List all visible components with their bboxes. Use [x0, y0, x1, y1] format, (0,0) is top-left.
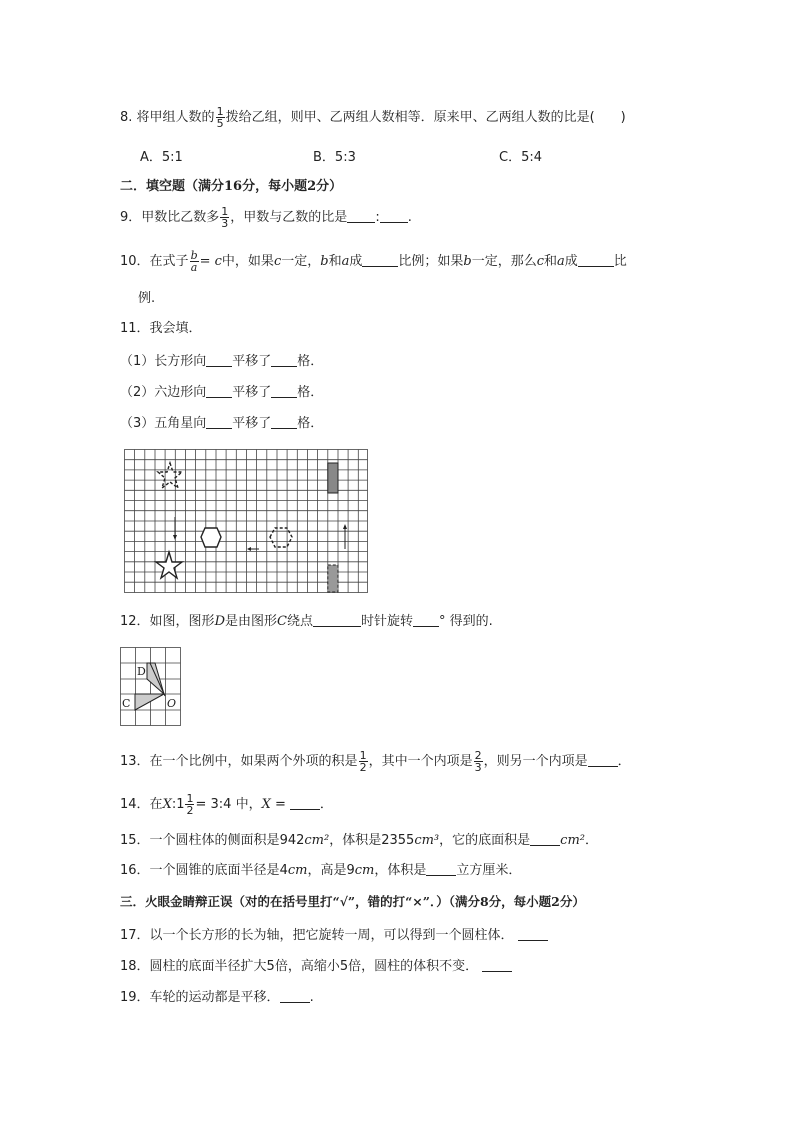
variable-x: X	[261, 797, 271, 812]
value: 2355	[381, 833, 415, 848]
question-text: 一个圆柱体的侧面积是	[149, 833, 280, 848]
question-text: 成	[349, 254, 363, 269]
question-11-item-2	[120, 384, 323, 402]
question-text: 车轮的运动都是平移．	[149, 990, 280, 1005]
question-number: 12．	[120, 614, 150, 629]
answer-blank[interactable]	[588, 753, 618, 767]
period: ．	[585, 833, 599, 848]
question-text: 是由图形	[225, 614, 278, 629]
question-number: 9．	[120, 210, 142, 225]
question-number: 16．	[120, 863, 150, 878]
hexagon-shape	[201, 528, 221, 547]
question-text: ，体积是	[329, 833, 382, 848]
unit: cm	[287, 863, 308, 878]
arrow-head	[173, 535, 177, 540]
answer-blank[interactable]	[578, 253, 614, 267]
question-13	[120, 750, 631, 773]
question-text: 和	[328, 254, 342, 269]
question-number: 10．	[120, 254, 150, 269]
label-c: C	[122, 697, 131, 710]
rotation-figure	[120, 647, 182, 727]
item-text: 平移了	[232, 354, 272, 369]
variable-c: c	[273, 254, 282, 269]
label-o: O	[167, 697, 177, 710]
question-8	[120, 106, 626, 129]
question-11-item-3	[120, 415, 323, 433]
fraction: $\frac{1}{2}$	[359, 749, 367, 774]
ratio-text: :1	[171, 797, 185, 812]
variable-b: b	[320, 254, 329, 269]
question-text: 如图，图形	[149, 614, 215, 629]
question-17	[120, 927, 548, 945]
question-number: 18．	[120, 959, 150, 974]
question-text: ° 得到的.	[439, 614, 493, 629]
arrow-head	[247, 547, 251, 551]
answer-blank[interactable]	[380, 209, 408, 223]
item-label: （1）长方形向	[120, 354, 207, 369]
question-text: 绕点	[286, 614, 313, 629]
value: 4	[279, 863, 288, 878]
fraction: $\frac{1}{5}$	[216, 105, 224, 130]
variable-a: a	[557, 254, 565, 269]
question-14	[120, 793, 333, 816]
period: ．	[617, 754, 631, 769]
question-number: 14．	[120, 797, 150, 812]
question-19	[120, 989, 314, 1007]
option-a[interactable]: A．5:1	[140, 150, 183, 165]
question-text: 时针旋转	[360, 614, 413, 629]
question-text: 甲数比乙数多	[141, 210, 220, 225]
item-label: （2）六边形向	[120, 385, 207, 400]
question-number: 17．	[120, 928, 150, 943]
variable-c: c	[536, 254, 544, 269]
answer-blank[interactable]	[271, 384, 297, 398]
colon: :	[375, 210, 380, 225]
question-number: 8.	[120, 110, 133, 125]
translation-grid-figure	[124, 449, 370, 594]
rectangle-shape-bottom	[328, 565, 338, 592]
unit: cm²	[560, 833, 585, 848]
question-number: 11．	[120, 321, 150, 336]
answer-blank[interactable]	[530, 832, 560, 846]
item-label: （3）五角星向	[120, 416, 207, 431]
option-b[interactable]: B．5:3	[313, 150, 356, 165]
unit: cm	[354, 863, 375, 878]
equation: = c	[199, 254, 222, 269]
question-18	[120, 958, 512, 976]
answer-blank[interactable]	[362, 253, 398, 267]
star-shape	[156, 552, 182, 578]
question-text: 在式子	[149, 254, 189, 269]
answer-blank[interactable]	[413, 613, 439, 627]
question-text: 立方厘米．	[456, 863, 522, 878]
question-text: 在一个比例中，如果两个外项的积是	[149, 754, 358, 769]
question-text: 一定，	[281, 254, 321, 269]
variable-b: b	[463, 254, 472, 269]
fraction: $\frac{1}{2}$	[186, 792, 194, 817]
variable-c: C	[277, 614, 287, 629]
question-11	[120, 320, 202, 338]
value: 9	[346, 863, 355, 878]
rectangle-shape-top	[328, 463, 338, 493]
item-text: 格．	[297, 385, 324, 400]
answer-blank[interactable]	[426, 862, 456, 876]
answer-blank[interactable]	[206, 384, 232, 398]
answer-blank[interactable]	[518, 927, 548, 941]
answer-blank[interactable]	[206, 415, 232, 429]
answer-blank[interactable]	[347, 209, 375, 223]
answer-blank[interactable]	[313, 613, 361, 627]
unit: cm²	[304, 833, 330, 848]
question-16	[120, 862, 521, 880]
question-12	[120, 613, 493, 631]
item-text: 平移了	[232, 416, 272, 431]
answer-blank[interactable]	[271, 353, 297, 367]
question-10-continuation: 例.	[138, 291, 156, 306]
question-number: 19．	[120, 990, 150, 1005]
question-number: 13．	[120, 754, 150, 769]
question-9	[120, 206, 412, 229]
unit: cm³	[414, 833, 440, 848]
question-text: ，其中一个内项是	[368, 754, 473, 769]
question-text: 拨给乙组，则甲、乙两组人数相等．原来甲、乙两组人数的比是( )	[225, 110, 626, 125]
question-text: 圆柱的底面半径扩大5倍，高缩小5倍，圆柱的体积不变．	[149, 959, 479, 974]
question-text: 成	[564, 254, 578, 269]
question-text: ，则另一个内项是	[483, 754, 588, 769]
fraction: $\frac{2}{3}$	[474, 749, 482, 774]
variable-d: D	[214, 614, 225, 629]
answer-blank[interactable]	[271, 415, 297, 429]
grid-lines	[121, 648, 181, 726]
question-text: 和	[544, 254, 558, 269]
period: .	[407, 210, 412, 225]
answer-blank[interactable]	[206, 353, 232, 367]
question-text: 以一个长方形的长为轴，把它旋转一周，可以得到一个圆柱体．	[149, 928, 514, 943]
question-text: 中，如果	[221, 254, 274, 269]
equals: =	[270, 797, 286, 812]
variable-a: a	[341, 254, 350, 269]
label-d: D	[137, 665, 146, 678]
fraction: $\frac{1}{3}$	[221, 205, 229, 230]
section-heading-2: 二．填空题（满分16分，每小题2分）	[120, 179, 343, 194]
item-text: 格．	[297, 416, 324, 431]
answer-blank[interactable]	[290, 796, 320, 810]
question-text: 在	[149, 797, 163, 812]
question-text: 比例；如果	[398, 254, 464, 269]
item-text: 平移了	[232, 385, 272, 400]
question-text: 一定，那么	[471, 254, 537, 269]
question-text: ，它的底面积是	[439, 833, 531, 848]
section-heading-3: 三．火眼金睛辩正误（对的在括号里打“√”，错的打“×”．）（满分8分，每小题2分）	[120, 894, 585, 909]
variable-x: X	[162, 797, 172, 812]
question-text: 我会填．	[149, 321, 202, 336]
item-text: 格．	[297, 354, 324, 369]
value: 942	[279, 833, 305, 848]
option-c[interactable]: C．5:4	[499, 150, 542, 165]
question-text: 比	[613, 254, 627, 269]
answer-blank[interactable]	[280, 989, 310, 1003]
question-15	[120, 832, 598, 850]
question-10	[120, 250, 627, 273]
ratio-text: = 3:4 中，	[195, 797, 262, 812]
arrow-head	[343, 524, 347, 529]
question-text: 将甲组人数的	[136, 110, 215, 125]
shape-c	[135, 694, 164, 710]
star-dashed-outline	[158, 463, 182, 488]
question-11-item-1	[120, 353, 323, 371]
question-text: ，体积是	[374, 863, 427, 878]
question-text: ，高是	[307, 863, 347, 878]
period: ．	[319, 797, 333, 812]
fraction: $\frac{b}{a}$	[190, 249, 198, 274]
answer-blank[interactable]	[482, 958, 512, 972]
question-text: ，甲数与乙数的比是	[230, 210, 348, 225]
question-number: 15．	[120, 833, 150, 848]
period: .	[309, 990, 314, 1005]
question-text: 一个圆锥的底面半径是	[149, 863, 280, 878]
